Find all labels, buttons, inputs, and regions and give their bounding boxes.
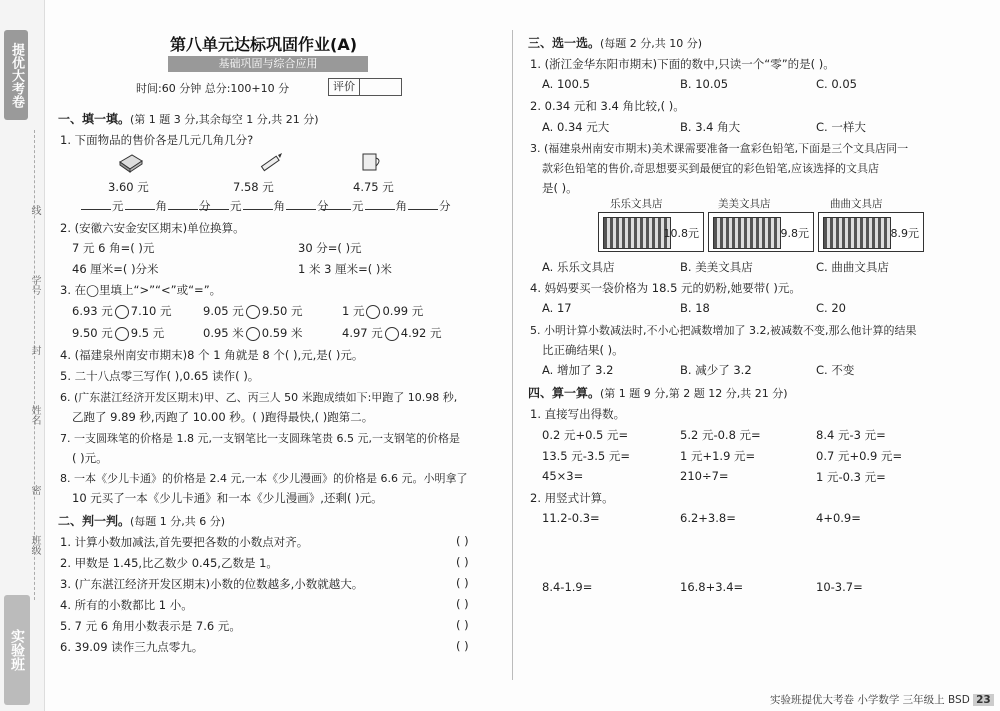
price-pen: 7.58 元	[233, 180, 274, 194]
conversion-d[interactable]: 1 米 3 厘米=( )米	[298, 262, 392, 276]
choice-5-opt-a[interactable]: A. 增加了 3.2	[542, 363, 614, 377]
question-1-8b[interactable]: 10 元买了一本《少儿卡通》和一本《少儿漫画》,还剩( )元。	[72, 491, 383, 505]
choice-5a: 5. 小明计算小数减法时,不小心把减数增加了 3.2,被减数不变,那么他计算的结果	[530, 324, 917, 337]
choice-5-opt-c[interactable]: C. 不变	[816, 363, 855, 377]
choice-5-opt-b[interactable]: B. 减少了 3.2	[680, 363, 752, 377]
question-1-1: 1. 下面物品的售价各是几元几角几分?	[60, 133, 254, 147]
vertical-calc-1-1[interactable]: 11.2-0.3=	[542, 511, 600, 525]
choice-1-opt-c[interactable]: C. 0.05	[816, 77, 857, 91]
eraser-icon	[118, 152, 144, 174]
judge-1-answer[interactable]: ( )	[456, 534, 469, 548]
evaluation-label: 评价	[329, 79, 360, 95]
shop-3-card	[818, 212, 924, 252]
binding-label-name: 姓名	[29, 405, 40, 425]
question-1-3: 3. 在◯里填上“>”“<”或“=”。	[60, 283, 222, 297]
column-divider	[512, 30, 513, 680]
compare-row-2c[interactable]: 4.97 元 4.92 元	[342, 326, 442, 340]
evaluation-box[interactable]	[328, 78, 402, 96]
choice-4-opt-b[interactable]: B. 18	[680, 301, 710, 315]
judge-1: 1. 计算小数加减法,首先要把各数的小数点对齐。	[60, 535, 309, 549]
choice-1-opt-b[interactable]: B. 10.05	[680, 77, 729, 91]
judge-4-answer[interactable]: ( )	[456, 597, 469, 611]
direct-calc-3-2[interactable]: 210÷7=	[680, 469, 729, 483]
choice-3-opt-a[interactable]: A. 乐乐文具店	[542, 260, 615, 274]
choice-1-opt-a[interactable]: A. 100.5	[542, 77, 590, 91]
judge-3: 3. (广东湛江经济开发区期末)小数的位数越多,小数就越大。	[60, 577, 364, 591]
page-footer	[770, 692, 994, 707]
section-4-heading: 四、算一算。(第 1 题 9 分,第 2 题 12 分,共 21 分)	[528, 386, 788, 400]
direct-calc-1-1[interactable]: 0.2 元+0.5 元=	[542, 428, 629, 442]
vertical-calc-2-1[interactable]: 8.4-1.9=	[542, 580, 593, 594]
page-number: 23	[973, 694, 994, 706]
conversion-c[interactable]: 46 厘米=( )分米	[72, 262, 159, 276]
choice-4-opt-c[interactable]: C. 20	[816, 301, 846, 315]
direct-calc-3-3[interactable]: 1 元-0.3 元=	[816, 470, 886, 484]
question-1-5[interactable]: 5. 二十八点零三写作( ),0.65 读作( )。	[60, 369, 260, 383]
pencil-box-icon	[713, 217, 781, 249]
judge-5: 5. 7 元 6 角用小数表示是 7.6 元。	[60, 619, 241, 633]
shop-2-name: 美美文具店	[718, 198, 771, 210]
judge-6-answer[interactable]: ( )	[456, 639, 469, 653]
judge-2: 2. 甲数是 1.45,比乙数少 0.45,乙数是 1。	[60, 556, 278, 570]
binding-label-student-id: 学号	[29, 275, 40, 295]
shop-1-name: 乐乐文具店	[610, 198, 663, 210]
section-1-heading: 一、填一填。(第 1 题 3 分,其余每空 1 分,共 21 分)	[58, 112, 319, 126]
vertical-calc-1-2[interactable]: 6.2+3.8=	[680, 511, 736, 525]
question-1-2: 2. (安徽六安金安区期末)单位换算。	[60, 221, 245, 235]
compare-row-2b[interactable]: 0.95 米 0.59 米	[203, 326, 303, 340]
page-subtitle: 基础巩固与综合应用	[168, 56, 368, 72]
question-1-7a: 7. 一支圆珠笔的价格是 1.8 元,一支钢笔比一支圆珠笔贵 6.5 元,一支钢笔的价格是	[60, 432, 460, 445]
choice-4-opt-a[interactable]: A. 17	[542, 301, 572, 315]
calc-2: 2. 用竖式计算。	[530, 491, 614, 505]
choice-3-opt-c[interactable]: C. 曲曲文具店	[816, 260, 889, 274]
choice-2[interactable]: 2. 0.34 元和 3.4 角比较,( )。	[530, 99, 685, 113]
brand-top-logo: 提优大考卷	[4, 30, 28, 120]
pencil-box-icon	[823, 217, 891, 249]
shop-1-price: 10.8元	[663, 227, 699, 240]
choice-3b: 款彩色铅笔的售价,奇思想要买到最便宜的彩色铅笔,应该选择的文具店	[542, 162, 879, 175]
choice-2-opt-a[interactable]: A. 0.34 元大	[542, 120, 610, 134]
compare-row-1b[interactable]: 9.05 元 9.50 元	[203, 304, 303, 318]
judge-2-answer[interactable]: ( )	[456, 555, 469, 569]
question-1-4[interactable]: 4. (福建泉州南安市期末)8 个 1 角就是 8 个( ),元,是( )元。	[60, 348, 364, 362]
vertical-calc-2-3[interactable]: 10-3.7=	[816, 580, 863, 594]
choice-2-opt-b[interactable]: B. 3.4 角大	[680, 120, 741, 134]
choice-1[interactable]: 1. (浙江金华东阳市期末)下面的数中,只读一个“零”的是( )。	[530, 57, 835, 71]
direct-calc-1-3[interactable]: 8.4 元-3 元=	[816, 428, 886, 442]
shop-1-card	[598, 212, 704, 252]
judge-4: 4. 所有的小数都比 1 小。	[60, 598, 193, 612]
compare-row-1[interactable]: 6.93 元 7.10 元	[72, 304, 172, 318]
judge-6: 6. 39.09 读作三九点零九。	[60, 640, 204, 654]
conversion-b[interactable]: 30 分=( )元	[298, 241, 362, 255]
choice-4[interactable]: 4. 妈妈要买一袋价格为 18.5 元的奶粉,她要带( )元。	[530, 281, 801, 295]
time-score-info: 时间:60 分钟 总分:100+10 分	[136, 82, 290, 95]
question-1-6a: 6. (广东湛江经济开发区期末)甲、乙、丙三人 50 米跑成绩如下:甲跑了 10.98 秒,	[60, 391, 458, 404]
page-title: 第八单元达标巩固作业(A)	[170, 35, 358, 54]
judge-5-answer[interactable]: ( )	[456, 618, 469, 632]
choice-5b[interactable]: 比正确结果( )。	[542, 343, 624, 357]
binding-label-secret: 密	[29, 485, 40, 495]
shop-3-name: 曲曲文具店	[830, 198, 883, 210]
yjf-blanks-1[interactable]: 元 角 分	[80, 198, 211, 214]
vertical-calc-2-2[interactable]: 16.8+3.4=	[680, 580, 744, 594]
question-1-7b[interactable]: ( )元。	[72, 451, 108, 465]
shop-2-price: 9.8元	[780, 227, 809, 240]
choice-3c[interactable]: 是( )。	[542, 181, 578, 195]
binding-label-seal: 封	[29, 345, 40, 355]
section-3-heading: 三、选一选。(每题 2 分,共 10 分)	[528, 36, 703, 50]
price-cup: 4.75 元	[353, 180, 394, 194]
question-1-6b[interactable]: 乙跑了 9.89 秒,丙跑了 10.00 秒。( )跑得最快,( )跑第二。	[72, 410, 374, 424]
calc-1: 1. 直接写出得数。	[530, 407, 626, 421]
choice-3a: 3. (福建泉州南安市期末)美术课需要准备一盒彩色铅笔,下面是三个文具店同一	[530, 142, 909, 155]
choice-3-opt-b[interactable]: B. 美美文具店	[680, 260, 753, 274]
compare-row-2[interactable]: 9.50 元 9.5 元	[72, 326, 165, 340]
pencil-box-icon	[603, 217, 671, 249]
direct-calc-2-2[interactable]: 1 元+1.9 元=	[680, 449, 756, 463]
shop-2-card	[708, 212, 814, 252]
binding-label-class: 班级	[29, 535, 40, 555]
binding-strip	[0, 0, 45, 711]
direct-calc-3-1[interactable]: 45×3=	[542, 469, 584, 483]
pen-icon	[258, 152, 284, 174]
vertical-calc-1-3[interactable]: 4+0.9=	[816, 511, 861, 525]
footer-text: 实验班提优大考卷 小学数学 三年级上 BSD	[770, 694, 970, 706]
compare-row-1c[interactable]: 1 元 0.99 元	[342, 304, 424, 318]
price-eraser: 3.60 元	[108, 180, 149, 194]
question-1-8a: 8. 一本《少儿卡通》的价格是 2.4 元,一本《少儿漫画》的价格是 6.6 元。小明拿了	[60, 472, 468, 485]
cut-line	[34, 130, 35, 600]
judge-3-answer[interactable]: ( )	[456, 576, 469, 590]
yjf-blanks-3[interactable]: 元 角 分	[320, 198, 451, 214]
yjf-blanks-2[interactable]: 元 角 分	[198, 198, 329, 214]
direct-calc-2-1[interactable]: 13.5 元-3.5 元=	[542, 449, 630, 463]
cup-icon	[358, 150, 384, 172]
binding-label-line: 线	[29, 205, 40, 215]
shop-3-price: 8.9元	[890, 227, 919, 240]
section-2-heading: 二、判一判。(每题 1 分,共 6 分)	[58, 514, 226, 528]
brand-bottom-logo: 实验班	[4, 595, 30, 705]
choice-2-opt-c[interactable]: C. 一样大	[816, 120, 866, 134]
direct-calc-1-2[interactable]: 5.2 元-0.8 元=	[680, 428, 761, 442]
conversion-a[interactable]: 7 元 6 角=( )元	[72, 241, 155, 255]
direct-calc-2-3[interactable]: 0.7 元+0.9 元=	[816, 449, 903, 463]
